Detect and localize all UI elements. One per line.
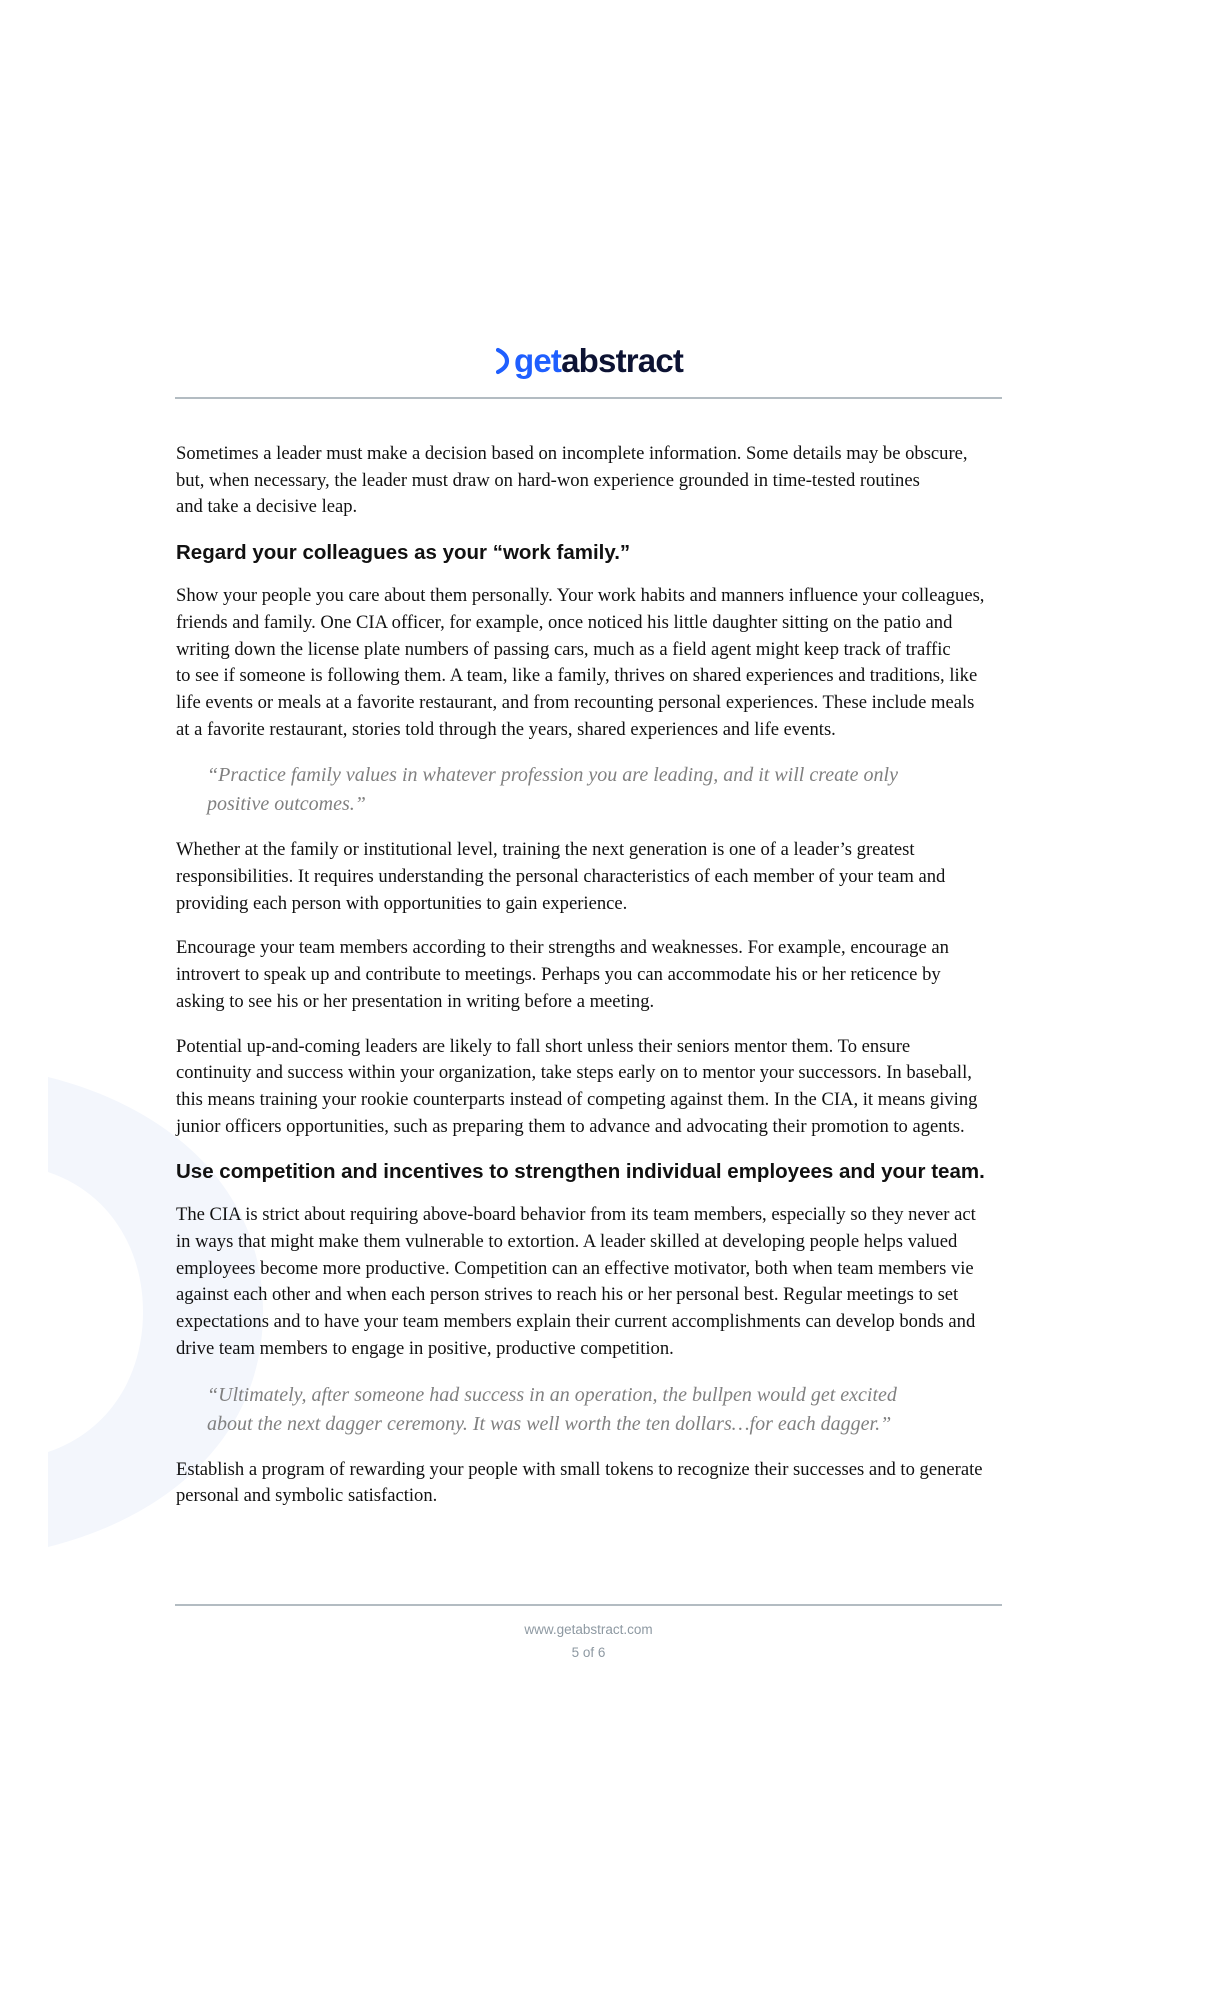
body-paragraph [176, 1202, 1006, 1362]
footer-url[interactable]: www.getabstract.com [524, 1622, 653, 1637]
section-heading: Use competition and incentives to strengthen individual employees and your team. [176, 1160, 985, 1184]
text-line: Establish a program of rewarding your people with small tokens to recognize their successes and to generate [176, 1458, 983, 1480]
text-line: against each other and when each person strives to reach his or her personal best. Regular meetings to set [176, 1284, 959, 1306]
pull-quote [207, 761, 1006, 819]
document-body [176, 441, 1006, 1528]
body-paragraph [176, 935, 1006, 1015]
text-line: responsibilities. It requires understanding the personal characteristics of each member of your team and [176, 866, 946, 888]
text-line: employees become more productive. Competition can an effective motivator, both when team members vie [176, 1257, 974, 1279]
body-paragraph [176, 441, 1006, 521]
text-line: asking to see his or her presentation in writing before a meeting. [176, 990, 655, 1012]
text-line: expectations and to have your team members explain their current accomplishments can develop bonds and [176, 1311, 976, 1333]
text-line: and take a decisive leap. [176, 496, 358, 518]
text-line: writing down the license plate numbers of passing cars, much as a field agent might keep track of traffic [176, 638, 951, 660]
text-line: in ways that might make them vulnerable to extortion. A leader skilled at developing people helps valued [176, 1231, 958, 1253]
text-line: personal and symbolic satisfaction. [176, 1485, 438, 1507]
text-line: Sometimes a leader must make a decision based on incomplete information. Some details may be obscure, [176, 443, 968, 464]
text-line: Show your people you care about them personally. Your work habits and manners influence your colleagues, [176, 585, 985, 607]
header-divider [175, 397, 1002, 399]
text-line: The CIA is strict about requiring above-board behavior from its team members, especially so they never act [176, 1204, 976, 1226]
text-line: providing each person with opportunities to gain experience. [176, 892, 628, 914]
text-line: “Practice family values in whatever profession you are leading, and it will create only [207, 764, 898, 787]
body-paragraph [176, 583, 1006, 743]
pull-quote [207, 1381, 1006, 1439]
section-heading: Regard your colleagues as your “work family.” [176, 541, 631, 565]
text-line: about the next dagger ceremony. It was well worth the ten dollars…for each dagger.” [207, 1412, 892, 1435]
body-paragraph [176, 837, 1006, 917]
text-line: at a favorite restaurant, stories told through the years, shared experiences and life events. [176, 718, 836, 740]
text-line: continuity and success within your organization, take steps early on to mentor your successors. In baseball, [176, 1062, 972, 1084]
text-line: introvert to speak up and contribute to meetings. Perhaps you can accommodate his or her reticence by [176, 964, 941, 986]
text-line: to see if someone is following them. A team, like a family, thrives on shared experiences and traditions, like [176, 665, 978, 687]
text-line: this means training your rookie counterparts instead of competing against them. In the CIA, it means giving [176, 1088, 978, 1110]
body-paragraph [176, 1034, 1006, 1141]
body-paragraph [176, 1457, 1006, 1510]
getabstract-logo [496, 341, 683, 381]
text-line: life events or meals at a favorite restaurant, and from recounting personal experiences. These include meals [176, 691, 975, 713]
logo-text-abstract: abstract [561, 342, 684, 379]
text-line: Potential up-and-coming leaders are likely to fall short unless their seniors mentor them. To ensure [176, 1035, 911, 1057]
text-line: positive outcomes.” [207, 793, 366, 816]
text-line: but, when necessary, the leader must draw on hard-won experience grounded in time-tested routines [176, 469, 920, 491]
text-line: junior officers opportunities, such as preparing them to advance and advocating their promotion to agents. [176, 1115, 965, 1137]
footer-divider [175, 1604, 1002, 1606]
text-line: Encourage your team members according to their strengths and weaknesses. For example, encourage an [176, 937, 949, 959]
text-line: Whether at the family or institutional level, training the next generation is one of a leader’s greatest [176, 839, 915, 861]
page-indicator: 5 of 6 [571, 1645, 606, 1660]
text-line: drive team members to engage in positive, productive competition. [176, 1337, 674, 1359]
logo-text-get: get [514, 342, 562, 379]
text-line: friends and family. One CIA officer, for example, once noticed his little daughter sitting on the patio and [176, 611, 953, 633]
text-line: “Ultimately, after someone had success in an operation, the bullpen would get excited [207, 1383, 897, 1406]
chevron-right-icon [496, 347, 510, 375]
